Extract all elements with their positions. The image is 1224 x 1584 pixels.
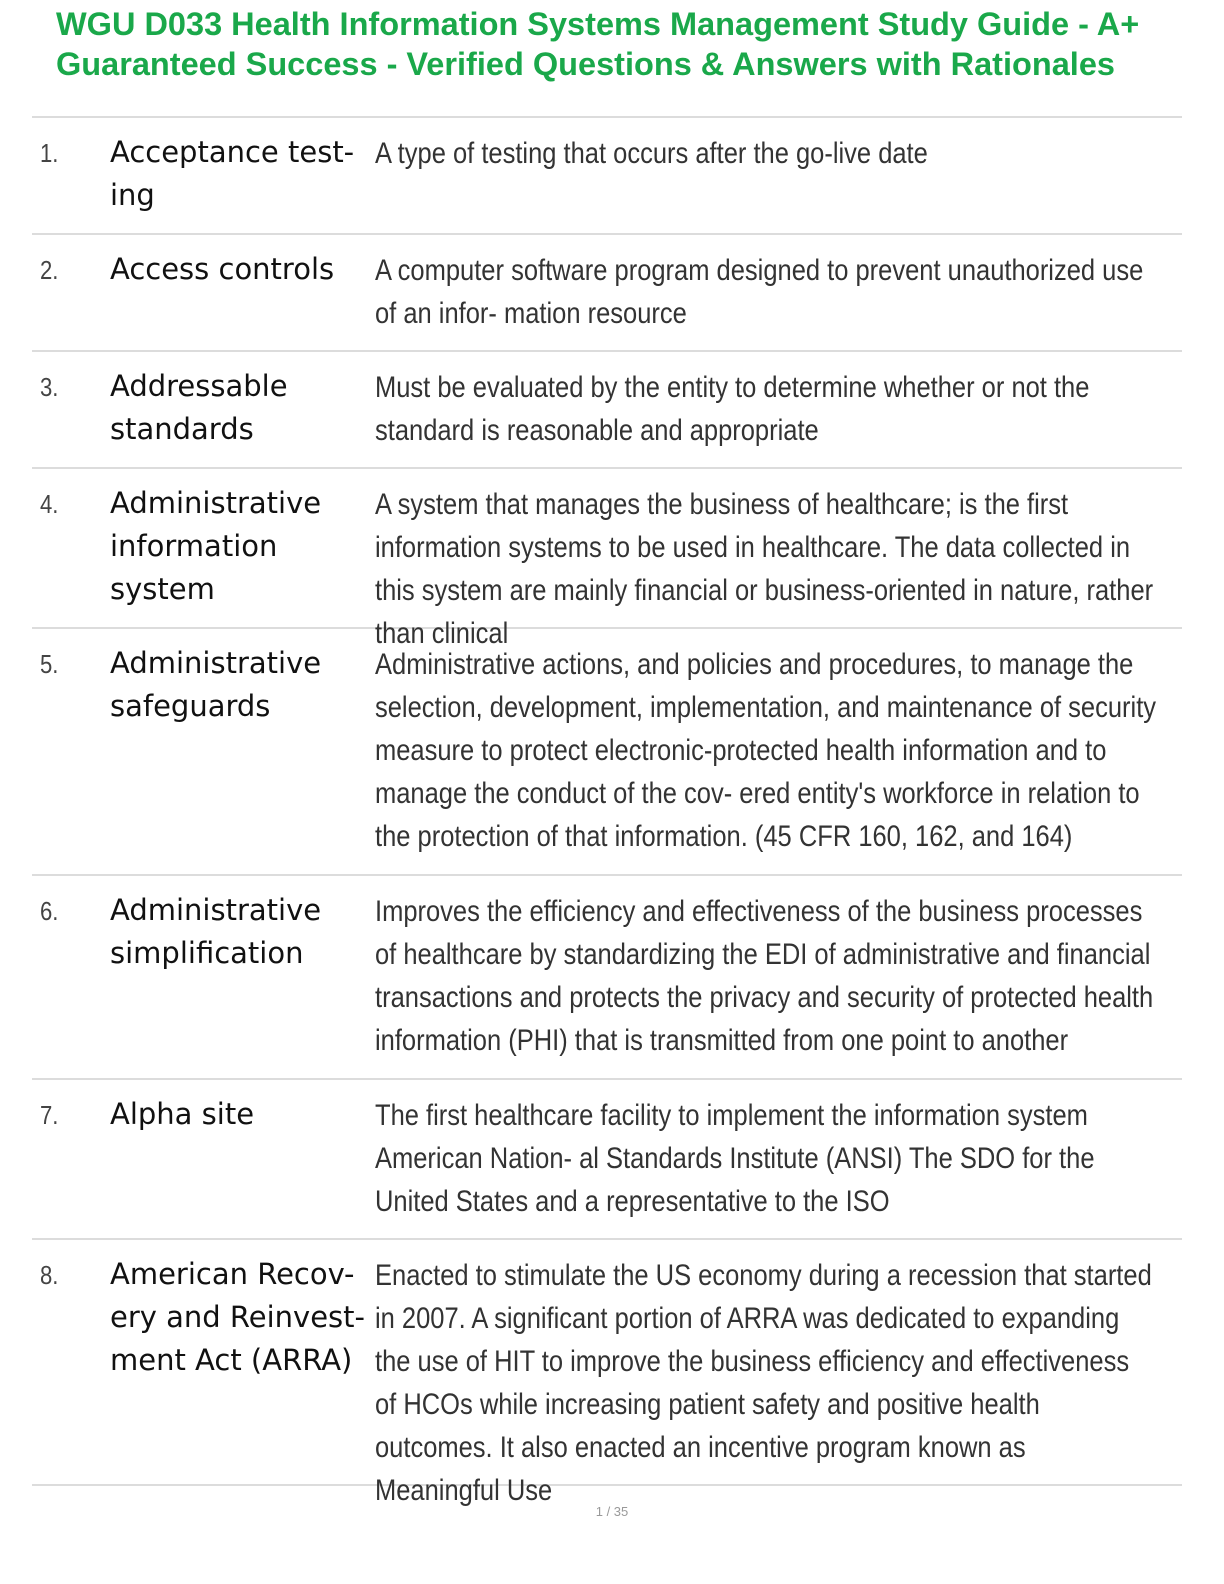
glossary-list bbox=[32, 116, 1182, 1507]
glossary-entry bbox=[32, 235, 1182, 352]
entry-definition: The first healthcare facility to implement the information system American Nation- al Standards Institute (ANSI) The SDO for the United States and a representative to the ISO bbox=[375, 1099, 1095, 1218]
glossary-entry bbox=[32, 629, 1182, 876]
entry-definition: Enacted to stimulate the US economy during a recession that started in 2007. A significant portion of ARRA was dedicated to expanding the use of HIT to improve the business efficiency and effectiveness of HCOs while increasing patient safety and positive health outcomes. It also enacted an incentive program known as Meaningful Use bbox=[375, 1259, 1152, 1507]
entry-number: 3. bbox=[40, 372, 59, 402]
entry-term: Administrative information system bbox=[110, 486, 322, 606]
entry-definition: Administrative actions, and policies and procedures, to manage the selection, development, implementation, and maintenance of security measure to protect electronic-protected health information and to manage the conduct of the cov- ered entity's workforce in relation to the protection of that information. (45 CFR 160, 162, and 164) bbox=[375, 648, 1157, 853]
entry-definition: Must be evaluated by the entity to determine whether or not the standard is reasonable and appropriate bbox=[375, 371, 1090, 447]
entry-number: 2. bbox=[40, 255, 59, 285]
entry-term: Access controls bbox=[110, 252, 335, 286]
entry-number: 8. bbox=[40, 1260, 59, 1290]
entry-term: American Recov- ery and Reinvest- ment Act (ARRA) bbox=[110, 1257, 365, 1377]
glossary-entry bbox=[32, 118, 1182, 235]
glossary-entry bbox=[32, 1080, 1182, 1240]
glossary-entry bbox=[32, 1240, 1182, 1507]
entry-number: 7. bbox=[40, 1100, 59, 1130]
entry-definition: A computer software program designed to prevent unauthorized use of an infor- mation resource bbox=[375, 254, 1144, 330]
entry-term: Acceptance test- ing bbox=[110, 135, 355, 212]
document-title: WGU D033 Health Information Systems Management Study Guide - A+ Guaranteed Success - Verified Questions & Answers with Rationales bbox=[56, 6, 1140, 82]
entry-term: Administrative safeguards bbox=[110, 646, 322, 723]
glossary-entry bbox=[32, 352, 1182, 469]
entry-definition: A system that manages the business of healthcare; is the first information systems to be used in healthcare. The data collected in this system are mainly financial or business-oriented in nature, rather than clinical bbox=[375, 488, 1154, 650]
entry-number: 6. bbox=[40, 896, 59, 926]
entry-number: 4. bbox=[40, 489, 59, 519]
entry-definition: Improves the efficiency and effectiveness of the business processes of healthcare by standardizing the EDI of administrative and financial transactions and protects the privacy and security of protected health information (PHI) that is transmitted from one point to another bbox=[375, 895, 1154, 1057]
page-indicator: 1 / 35 bbox=[595, 1504, 629, 1519]
entry-number: 1. bbox=[40, 138, 59, 168]
entry-term: Alpha site bbox=[110, 1097, 255, 1131]
entry-term: Administrative simplification bbox=[110, 893, 322, 970]
entry-number: 5. bbox=[40, 649, 59, 679]
glossary-entry bbox=[32, 469, 1182, 650]
entry-term: Addressable standards bbox=[110, 369, 288, 446]
glossary-entry bbox=[32, 876, 1182, 1080]
entry-definition: A type of testing that occurs after the go-live date bbox=[375, 137, 928, 170]
